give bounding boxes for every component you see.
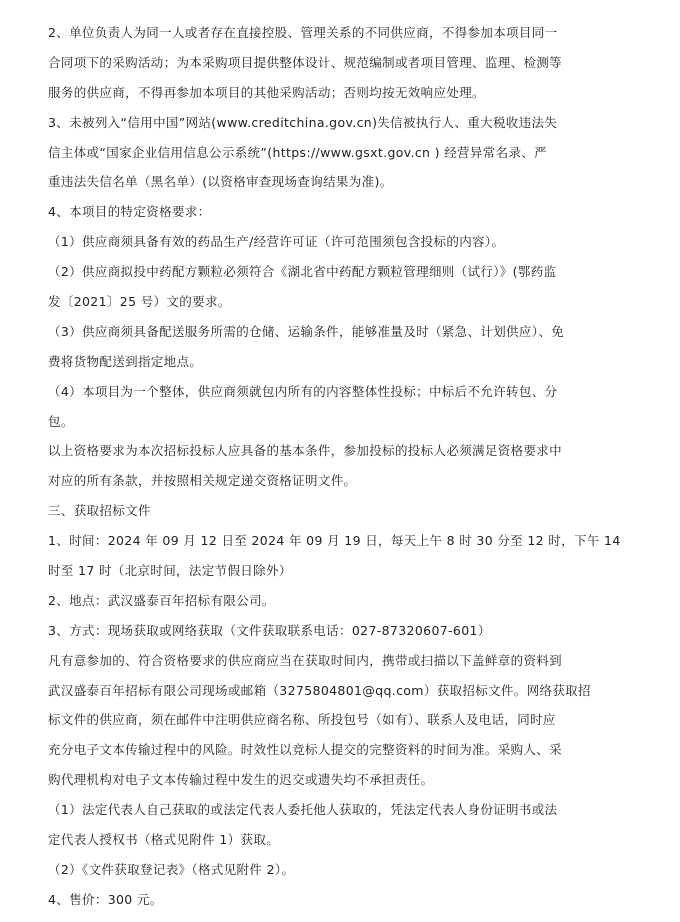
text-line: 4、售价：300 元。 [48,891,163,907]
text-line: （1）供应商须具备有效的药品生产/经营许可证（许可范围须包含投标的内容）。 [48,234,505,250]
text-line: 3、未被列入“信用中国”网站(www.creditchina.gov.cn)失信被执行人、重大税收违法失 [48,114,558,130]
text-line: 购代理机构对电子文本传输过程中发生的迟交或遗失均不承担责任。 [48,772,434,788]
text-line: 以上资格要求为本次招标投标人应具备的基本条件，参加投标的投标人必须满足资格要求中 [48,443,563,459]
text-line: 3、方式：现场获取或网络获取（文件获取联系电话：027-87320607-601） [48,622,491,638]
text-line: 凡有意参加的、符合资格要求的供应商应当在获取时间内，携带或扫描以下盖鲜章的资料到 [48,652,563,668]
text-line: 包。 [48,413,74,429]
text-line: 服务的供应商，不得再参加本项目的其他采购活动；否则均按无效响应处理。 [48,84,485,100]
text-line: 发〔2021〕25 号）文的要求。 [48,294,231,310]
text-line: （4）本项目为一个整体，供应商须就包内所有的内容整体性投标；中标后不允许转包、分 [48,383,558,399]
text-line: 定代表人授权书（格式见附件 1）获取。 [48,832,280,848]
text-line: 1、时间：2024 年 09 月 12 日至 2024 年 09 月 19 日，每天上午 8 时 30 分至 12 时，下午 14 [48,533,621,549]
text-line: 费将货物配送到指定地点。 [48,353,203,369]
text-line: 4、本项目的特定资格要求： [48,204,211,220]
text-line: 重违法失信名单（黑名单）(以资格审查现场查询结果为准)。 [48,174,393,190]
text-line: 2、单位负责人为同一人或者存在直接控股、管理关系的不同供应商，不得参加本项目同一 [48,25,558,40]
text-line: 充分电子文本传输过程中的风险。时效性以竞标人提交的完整资料的时间为准。采购人、采 [48,742,563,758]
text-line: 信主体或“国家企业信用信息公示系统”(https://www.gsxt.gov.cn ) 经营异常名录、严 [48,144,548,160]
text-line: （3）供应商须具备配送服务所需的仓储、运输条件，能够准量及时（紧急、计划供应）、免 [48,323,565,339]
text-line: 2、地点：武汉盛泰百年招标有限公司。 [48,592,275,608]
text-line: 对应的所有条款，并按照相关规定递交资格证明文件。 [48,473,357,489]
text-line: 武汉盛泰百年招标有限公司现场或邮箱（3275804801@qq.com）获取招标文件。网络获取招 [48,682,591,698]
text-line: （2）供应商拟投中药配方颗粒必须符合《湖北省中药配方颗粒管理细则（试行）》(鄂药监 [48,264,557,280]
text-line: 合同项下的采购活动；为本采购项目提供整体设计、规范编制或者项目管理、监理、检测等 [48,54,563,70]
section-heading: 三、获取招标文件 [48,503,151,519]
text-line: （2）《文件获取登记表》（格式见附件 2）。 [48,861,295,877]
text-line: （1）法定代表人自己获取的或法定代表人委托他人获取的，凭法定代表人身份证明书或法 [48,802,558,818]
text-line: 时至 17 时（北京时间，法定节假日除外） [48,563,292,579]
text-line: 标文件的供应商，须在邮件中注明供应商名称、所投包号（如有）、联系人及电话，同时应 [48,712,556,728]
